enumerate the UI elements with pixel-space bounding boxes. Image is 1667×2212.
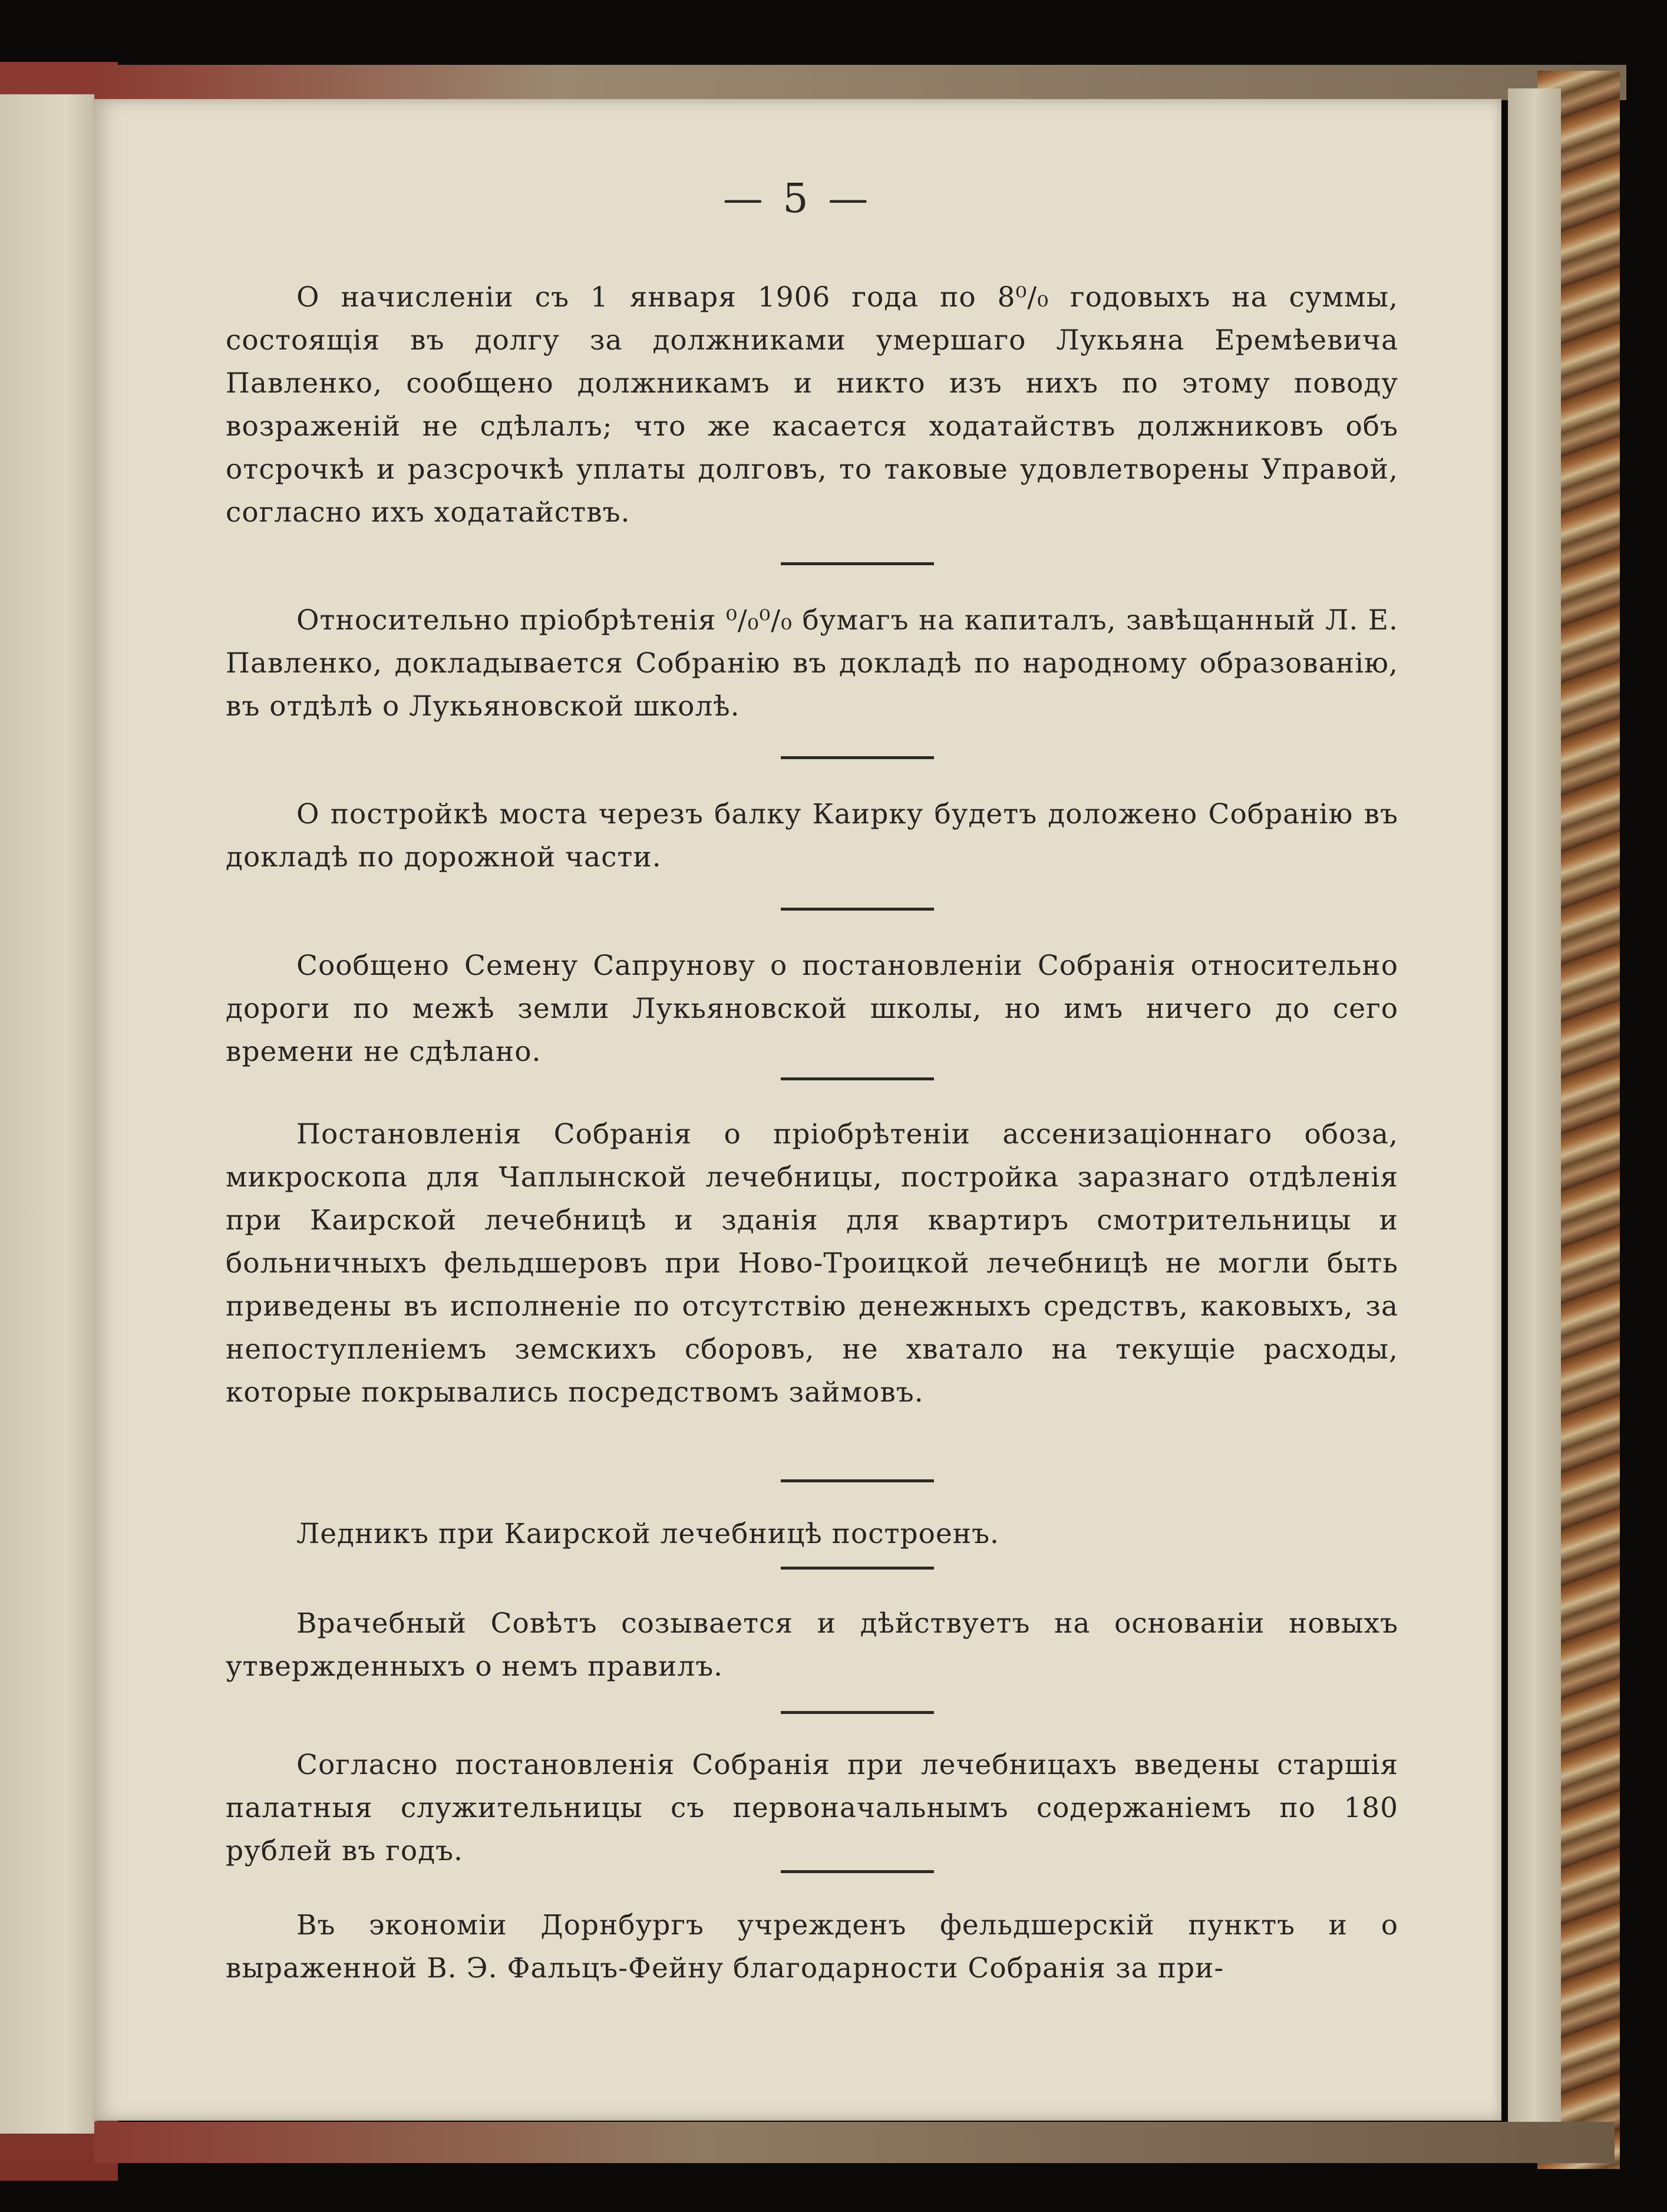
- paragraph-6: Ледникъ при Каирской лечебницѣ построенъ.: [296, 1518, 999, 1550]
- paragraph-1: О начисленіи съ 1 января 1906 года по 8⁰/₀ годовыхъ на суммы, состоящія въ долгу за должниками умершаго Лукьяна Еремѣевича Павленко, сообщено должникамъ и никто изъ нихъ по этому поводу возраженій не сдѣлалъ; что же касается ходатайствъ должниковъ объ отсрочкѣ и разсрочкѣ уплаты долговъ, то таковые удовлетворены Управой, согласно ихъ ходатайствъ.: [226, 281, 1398, 529]
- separator-rule: [781, 1711, 934, 1714]
- book-cover-bottom: [94, 2122, 1615, 2163]
- paragraph-8: Согласно постановленія Собранія при лечебницахъ введены старшія палатныя служительницы съ первоначальнымъ содержаніемъ по 180 рублей въ годъ.: [226, 1749, 1398, 1867]
- separator-rule: [781, 1870, 934, 1873]
- paragraph-3: О постройкѣ моста черезъ балку Каирку будетъ доложено Собранію въ докладѣ по дорожной части.: [226, 798, 1398, 873]
- separator-rule: [781, 908, 934, 911]
- separator-rule: [781, 1567, 934, 1570]
- separator-rule: [781, 1479, 934, 1482]
- page-stack-edge: [1508, 88, 1561, 2122]
- separator-rule: [781, 1077, 934, 1080]
- facing-page-edge: [0, 94, 97, 2134]
- paragraph-9: Въ экономіи Дорнбургъ учрежденъ фельдшерскій пунктъ и о выраженной В. Э. Фальцъ-Фейну благодарности Собранія за при-: [226, 1909, 1398, 1984]
- paragraph-4: Сообщено Семену Сапрунову о постановленіи Собранія относительно дороги по межѣ земли Лукьяновской школы, но имъ ничего до сего времени не сдѣлано.: [226, 950, 1398, 1068]
- paragraph-5: Постановленія Собранія о пріобрѣтеніи ассенизаціоннаго обоза, микроскопа для Чаплынской лечебницы, постройка заразнаго отдѣленія при Каирской лечебницѣ и зданія для квартиръ смотрительницы и больничныхъ фельдшеровъ при Ново-Троицкой лечебницѣ не могли быть приведены въ исполненіе по отсутствію денежныхъ средствъ, каковыхъ, за непоступленіемъ земскихъ сборовъ, не хватало на текущіе расходы, которые покрывались посредствомъ займовъ.: [226, 1118, 1398, 1409]
- paragraph-7: Врачебный Совѣтъ созывается и дѣйствуетъ на основаніи новыхъ утвержденныхъ о немъ правилъ.: [226, 1607, 1398, 1683]
- page-number: — 5 —: [722, 176, 872, 222]
- separator-rule: [781, 562, 934, 565]
- book-cover-top: [94, 65, 1626, 100]
- separator-rule: [781, 756, 934, 759]
- paragraph-2: Относительно пріобрѣтенія ⁰/₀⁰/₀ бумагъ на капиталъ, завѣщанный Л. Е. Павленко, докладывается Собранію въ докладѣ по народному образованію, въ отдѣлѣ о Лукьяновской школѣ.: [226, 604, 1398, 723]
- document-page: [93, 99, 1501, 2121]
